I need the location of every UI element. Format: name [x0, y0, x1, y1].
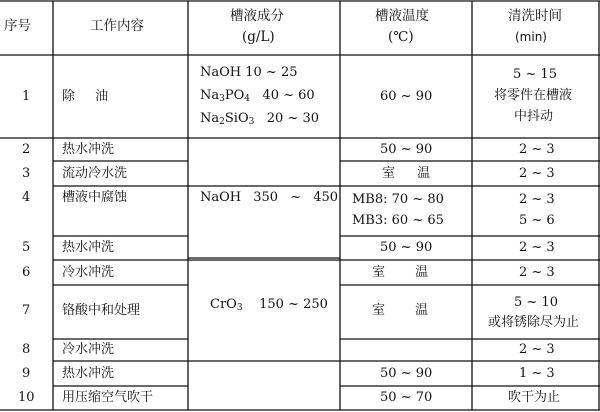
row-7-comp: CrO$_3$ 150 ~ 250 [210, 297, 328, 313]
row-9-time: 1 ~ 3 [519, 366, 555, 381]
row-1-comp-line3: $Na_2SiO_3$ 20 ~ 30 [200, 111, 319, 127]
row-10-time: 吹干为止 [508, 390, 561, 405]
row-2-no: 2 [22, 142, 31, 157]
row-5-time: 2 ~ 3 [519, 240, 555, 255]
row-5-temp: 50 ~ 90 [380, 240, 433, 255]
row-1-temp: 60 ~ 90 [380, 89, 433, 104]
row-6-content: 冷水冲洗 [62, 265, 115, 280]
row-2-time: 2 ~ 3 [519, 142, 555, 157]
row-5-content: 热水冲洗 [62, 240, 115, 255]
row-1-no: 1 [22, 89, 31, 104]
row-9-content: 热水冲洗 [62, 366, 115, 381]
row-9-no: 9 [22, 366, 31, 381]
row-7-content: 铬酸中和处理 [62, 303, 141, 318]
row-1-time-line3: 中抖动 [514, 109, 554, 124]
row-3-temp: 室 温 [382, 166, 431, 181]
row-6-no: 6 [22, 265, 31, 280]
row-1-content: 除 油 [62, 89, 117, 104]
row-8-no: 8 [22, 342, 31, 357]
row-4-comp: NaOH 350 ~ 450 [200, 190, 339, 205]
row-8-content: 冷水冲洗 [62, 342, 115, 357]
row-9-temp: 50 ~ 90 [380, 366, 433, 381]
row-4-temp-line2: MB3: 60 ~ 65 [352, 213, 444, 228]
row-7-time-line2: 或将锈除尽为止 [488, 315, 580, 330]
row-4-no: 4 [22, 190, 31, 205]
header-time-line1: 清洗时间 [508, 8, 562, 24]
row-8-time: 2 ~ 3 [519, 342, 555, 357]
row-4-time-line1: 2 ~ 3 [519, 192, 555, 207]
row-6-temp: 室 温 [372, 265, 429, 280]
header-content: 工作内容 [90, 18, 144, 34]
row-3-no: 3 [22, 166, 31, 181]
row-4-time-line2: 5 ~ 6 [519, 213, 555, 228]
row-5-no: 5 [22, 240, 31, 255]
row-6-time: 2 ~ 3 [519, 265, 555, 280]
header-seq: 序号 [4, 18, 31, 34]
header-temp-line1: 槽液温度 [375, 8, 429, 24]
header-time-line2: (min) [515, 30, 547, 44]
row-4-temp-line1: MB8: 70 ~ 80 [352, 192, 444, 207]
row-7-no: 7 [22, 303, 31, 318]
row-1-time-line2: 将零件在槽液 [494, 88, 573, 103]
header-temp-line2: (℃) [388, 29, 414, 45]
row-10-content: 用压缩空气吹干 [62, 390, 154, 405]
row-4-content: 槽液中腐蚀 [62, 190, 128, 205]
row-10-no: 10 [18, 390, 35, 405]
row-1-time-line1: 5 ~ 15 [513, 67, 557, 82]
row-10-temp: 50 ~ 70 [380, 390, 433, 405]
row-1-comp-line1: NaOH 10 ~ 25 [200, 65, 298, 80]
row-7-temp: 室 温 [372, 303, 429, 318]
header-comp-line2: (g/L) [242, 29, 275, 45]
row-1-comp-line2: $Na_3PO_4$ 40 ~ 60 [200, 88, 315, 104]
row-7-time-line1: 5 ~ 10 [514, 295, 558, 310]
row-3-time: 2 ~ 3 [519, 166, 555, 181]
row-2-temp: 50 ~ 90 [380, 142, 433, 157]
header-comp-line1: 槽液成分 [230, 8, 284, 24]
row-2-content: 热水冲洗 [62, 142, 115, 157]
row-3-content: 流动冷水洗 [62, 166, 128, 181]
